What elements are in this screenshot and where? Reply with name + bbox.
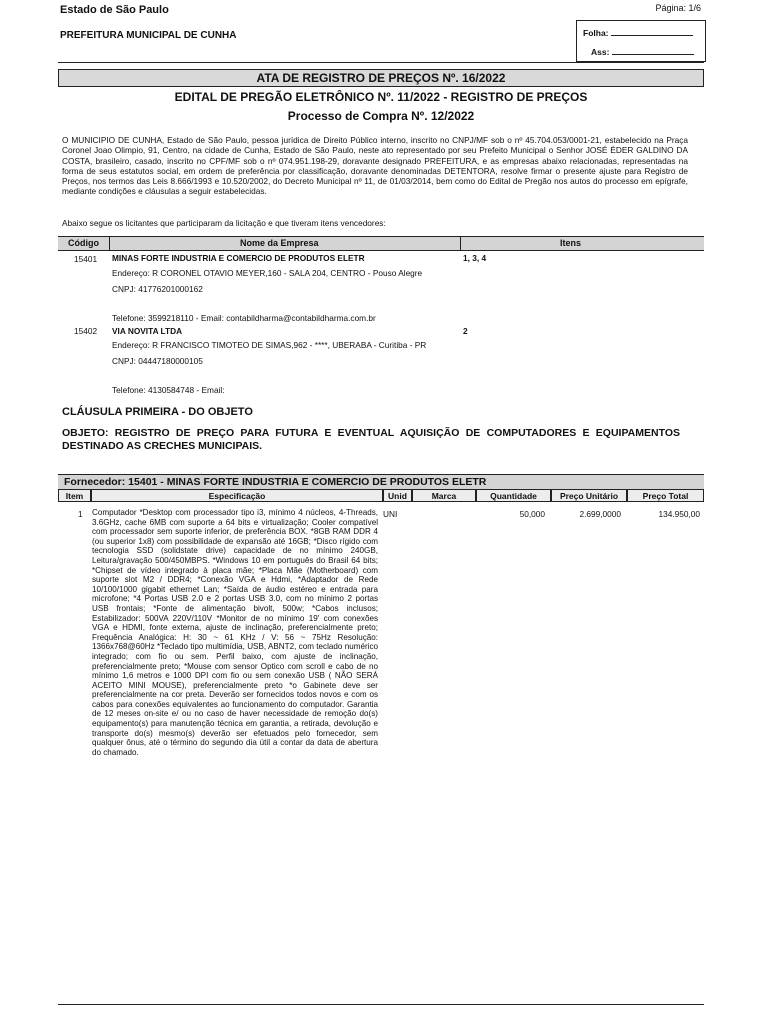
licitante-telefone: Telefone: 4130584748 - Email: (112, 385, 225, 395)
licitante-itens: 1, 3, 4 (463, 253, 487, 263)
col-unid: Unid (383, 489, 412, 502)
ata-title: ATA DE REGISTRO DE PREÇOS Nº. 16/2022 (58, 69, 704, 87)
fornecedor-label: Fornecedor: 15401 - MINAS FORTE INDUSTRIA E COMERCIO DE PRODUTOS ELETR (64, 476, 487, 488)
prefeitura-name: PREFEITURA MUNICIPAL DE CUNHA (60, 30, 237, 41)
item-number: 1 (78, 509, 83, 519)
col-especificacao: Especificação (91, 489, 383, 502)
fornecedor-header (58, 474, 704, 489)
licitante-telefone: Telefone: 3599218110 - Email: contabildharma@contabildharma.com.br (112, 313, 376, 323)
footer-divider (58, 1004, 704, 1005)
ass-label: Ass: (591, 47, 610, 57)
col-itens: Itens (560, 238, 582, 248)
col-nome-empresa: Nome da Empresa (240, 238, 319, 248)
licitante-codigo: 15402 (74, 326, 98, 336)
header-divider (58, 62, 704, 63)
col-codigo: Código (68, 238, 99, 248)
folha-box (576, 20, 706, 62)
page-number: Página: 1/6 (655, 3, 701, 13)
item-especificacao: Computador *Desktop com processador tipo i3, mínimo 4 núcleos, 4-Threads, 3.6GHz, cache 6MB com suporte a 64 bits e virtualização; Cooler compatível com processador sem suporte inferior, de preferência BOX. *8GB RAM DDR 4 (ou superior 1x8) com possibilidade de expansão até 16GB; *Disco rígido com tecnologia SSD (solidstate drive) capacidade de no mínimo 240GB, Leitura/gravação 500/450MBPS. *Windows 10 em português do Brasil 64 bits; *Chipset de vídeo integrado à placa mãe; *Placa Mãe (Motherboard) com suporte slot M2 / DDR4; *Conexão VGA e Hdmi, *Adaptador de Rede 10/100/1000 gigabit ethernet Lan; *Saída de áudio estéreo e entrada para microfone; *4 Portas USB 2.0 e 2 portas USB 3.0, com no mínimo 2 portas USB frontais; *Fonte de alimentação bivolt, 500w; *Cabos inclusos; Estabilizador: 500VA 220V/110V *Monitor de no mínimo 19' com conexões VGA e HDMI, fonte externa, ajuste de inclinação, preferencialmente preto; Frequência Analógica: H: 30 ~ 61 KHz / V: 56 ~ 75Hz Resolução: 1366x768@60Hz *Teclado tipo multimídia, USB, ABNT2, com teclado numérico integrado; com fio ou sem. Perfil baixo, com ajuste de inclinação, preferencialmente preto; *Mouse com sensor Optico com scroll e cabo de no mínimo 1,6 metros e 1000 DPI com fio ou sem conexão USB ( NÃO SERÁ ACEITO MINI MOUSE), preferencialmente preto *o Gabinete deve ser preferencialmente na cor preta. Deverão ser fornecidos todos novos e com os cabos para conexões equivalentes ao funcionamento do computador. Garantia de 12 meses on-site e/ ou no caso de haver necessidade de remoção do(s) equipamento(s) para manutenção técnica em garantia, a retirada, devolução e transporte do(s) mesmo(s) deverão ser efetuados pelo fornecedor, sem qualquer ônus, até o término do segundo dia útil a contar da data de abertura do chamado. (92, 508, 378, 757)
licitante-itens: 2 (463, 326, 468, 336)
folha-blank (611, 27, 693, 36)
folha-label: Folha: (583, 28, 609, 38)
licitante-endereco: Endereço: R FRANCISCO TIMOTEO DE SIMAS,962 - ****, UBERABA - Curitiba - PR (112, 340, 427, 350)
licitante-codigo: 15401 (74, 254, 98, 264)
item-preco-unitario: 2.699,0000 (579, 509, 621, 519)
col-preco-unitario: Preço Unitário (551, 489, 627, 502)
licitante-endereco: Endereço: R CORONEL OTAVIO MEYER,160 - SALA 204, CENTRO - Pouso Alegre (112, 268, 423, 278)
state-name: Estado de São Paulo (60, 4, 169, 16)
clausula-title: CLÁUSULA PRIMEIRA - DO OBJETO (62, 406, 253, 418)
licitante-cnpj: CNPJ: 04447180000105 (112, 356, 203, 366)
licitantes-intro: Abaixo segue os licitantes que participaram da licitação e que tiveram itens vencedores: (62, 218, 386, 228)
licitante-nome: MINAS FORTE INDUSTRIA E COMERCIO DE PRODUTOS ELETR (112, 253, 365, 263)
col-item: Item (58, 489, 91, 502)
objeto-text: OBJETO: REGISTRO DE PREÇO PARA FUTURA E EVENTUAL AQUISIÇÃO DE COMPUTADORES E EQUIPAMENTOS DESTINADO AS CRECHES MUNICIPAIS. (62, 427, 680, 452)
item-quantidade: 50,000 (519, 509, 545, 519)
col-separator (460, 237, 461, 250)
licitante-nome: VIA NOVITA LTDA (112, 326, 183, 336)
ass-line (591, 46, 694, 57)
folha-line (583, 27, 693, 38)
item-preco-total: 134.950,00 (658, 509, 700, 519)
processo-title: Processo de Compra Nº. 12/2022 (287, 109, 475, 123)
items-table-header (58, 488, 704, 503)
ass-blank (612, 46, 694, 55)
col-preco-total: Preço Total (627, 489, 704, 502)
intro-paragraph: O MUNICIPIO DE CUNHA, Estado de São Paulo, pessoa jurídica de Direito Público interno, inscrito no CNPJ/MF sob o nº 45.704.053/0001-21, estabelecido na Praça Coronel Joao Olimpio, 91, Centro, na cidade de Cunha, Estado de São Paulo, neste ato representado por seu Prefeito Municipal o Senhor JOSÉ ÉDER GALDINO DA COSTA, brasileiro, casado, inscrito no CPF/MF sob o nº 074.951.198-29, doravante designado PREFEITURA, e as empresas abaixo relacionadas, representadas na forma de seus estatutos social, em ordem de preferência por classificação, doravante denominadas DETENTORA, resolve firmar o presente ajuste para Registro de Preços, nos termos das Leis 8.666/1993 e 10.520/2002, do Decreto Municipal nº 11, de 01/03/2014, bem como do Edital de Pregão nos autos do processo em epígrafe, mediante condições e cláusulas a seguir estabelecidas. (62, 135, 688, 197)
col-marca: Marca (412, 489, 476, 502)
licitantes-header (58, 236, 704, 251)
col-quantidade: Quantidade (476, 489, 551, 502)
licitante-cnpj: CNPJ: 41776201000162 (112, 284, 203, 294)
col-separator (109, 237, 110, 250)
item-unid: UNI (383, 509, 398, 519)
edital-title: EDITAL DE PREGÃO ELETRÔNICO Nº. 11/2022 - REGISTRO DE PREÇOS (174, 90, 588, 104)
